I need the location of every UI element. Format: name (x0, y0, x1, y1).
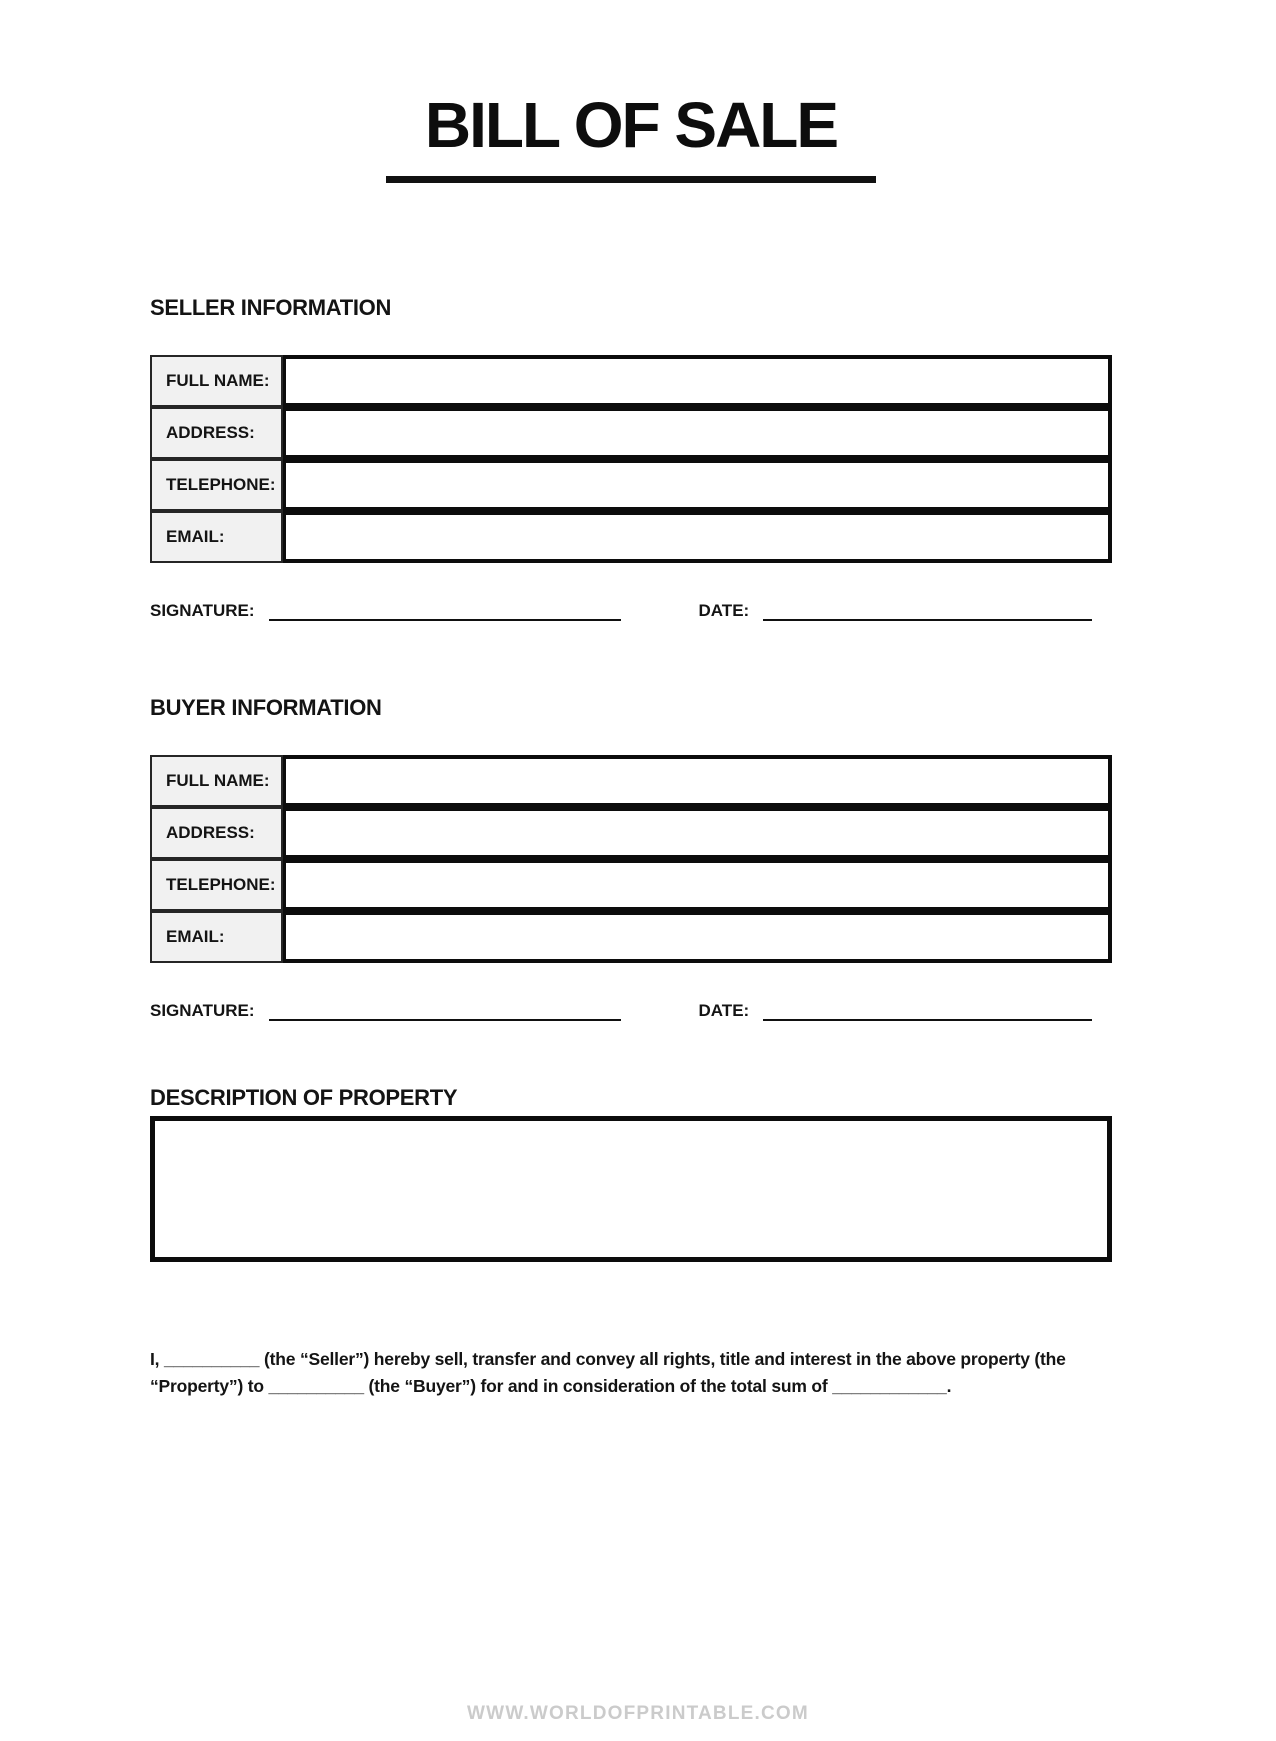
table-row (150, 859, 1112, 911)
agreement-paragraph (150, 1346, 1112, 1399)
seller-signature-line[interactable] (269, 603, 621, 621)
table-row (150, 755, 1112, 807)
seller-date-label: DATE: (698, 601, 750, 621)
buyer-signature-row (150, 999, 1112, 1021)
table-row (150, 459, 1112, 511)
buyer-date-label: DATE: (698, 1001, 750, 1021)
buyer-address-field[interactable] (283, 807, 1112, 859)
table-row (150, 807, 1112, 859)
buyer-name-blank[interactable]: __________ (268, 1375, 364, 1396)
seller-telephone-field[interactable] (283, 459, 1112, 511)
property-description-box[interactable] (150, 1116, 1112, 1262)
seller-email-field[interactable] (283, 511, 1112, 563)
total-sum-blank[interactable]: ____________ (832, 1375, 947, 1396)
seller-date-line[interactable] (763, 603, 1092, 621)
buyer-info-table (150, 755, 1112, 963)
seller-info-table (150, 355, 1112, 563)
page-title: BILL OF SALE (424, 89, 838, 161)
table-row (150, 511, 1112, 563)
table-row (150, 407, 1112, 459)
agreement-text: (the “Seller”) hereby sell, transfer and convey all rights, title and interest in the above property (the “Property”) to (150, 1349, 1066, 1396)
seller-section-heading: SELLER INFORMATION (150, 295, 392, 321)
buyer-section-heading: BUYER INFORMATION (150, 695, 382, 721)
title-underline (386, 176, 876, 183)
seller-address-field[interactable] (283, 407, 1112, 459)
table-row (150, 911, 1112, 963)
seller-signature-label: SIGNATURE: (150, 601, 255, 621)
seller-address-label: ADDRESS: (150, 407, 283, 459)
table-row (150, 355, 1112, 407)
agreement-text: (the “Buyer”) for and in consideration of the total sum of (368, 1375, 828, 1396)
buyer-signature-label: SIGNATURE: (150, 1001, 255, 1021)
buyer-date-line[interactable] (763, 1003, 1092, 1021)
seller-telephone-label: TELEPHONE: (150, 459, 283, 511)
buyer-signature-line[interactable] (269, 1003, 621, 1021)
seller-email-label: EMAIL: (150, 511, 283, 563)
agreement-text: . (946, 1375, 952, 1396)
buyer-full-name-field[interactable] (283, 755, 1112, 807)
bill-of-sale-document (150, 90, 1112, 1399)
buyer-full-name-label: FULL NAME: (150, 755, 283, 807)
agreement-text: I, (150, 1349, 160, 1370)
seller-name-blank[interactable]: __________ (164, 1349, 260, 1370)
seller-full-name-label: FULL NAME: (150, 355, 283, 407)
buyer-email-label: EMAIL: (150, 911, 283, 963)
buyer-email-field[interactable] (283, 911, 1112, 963)
description-section-heading: DESCRIPTION OF PROPERTY (150, 1085, 458, 1111)
footer-website: WWW.WORLDOFPRINTABLE.COM (467, 1703, 809, 1724)
seller-signature-row (150, 599, 1112, 621)
buyer-telephone-field[interactable] (283, 859, 1112, 911)
buyer-telephone-label: TELEPHONE: (150, 859, 283, 911)
buyer-address-label: ADDRESS: (150, 807, 283, 859)
seller-full-name-field[interactable] (283, 355, 1112, 407)
